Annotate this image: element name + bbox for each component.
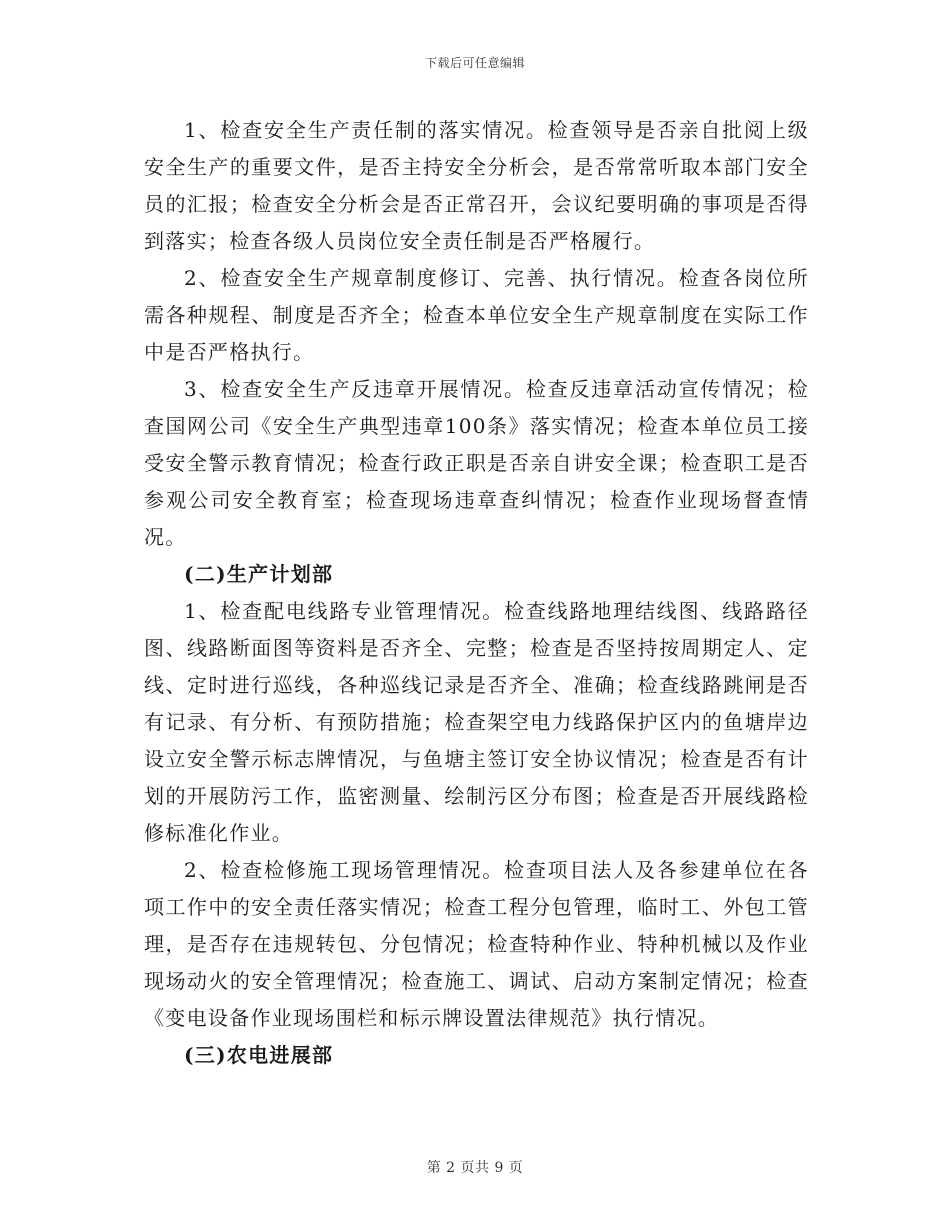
section-heading-production-planning: (二)生产计划部 xyxy=(184,562,334,586)
paragraph-regulations: 2、检查安全生产规章制度修订、完善、执行情况。检查各岗位所需各种规程、制度是否齐全；检查本单位安全生产规章制度在实际工作中是否严格执行。 xyxy=(144,266,809,364)
page-footer: 第 2 页共 9 页 xyxy=(426,1160,524,1176)
paragraph-responsibility: 1、检查安全生产责任制的落实情况。检查领导是否亲自批阅上级安全生产的重要文件，是否主持安全分析会，是否常常听取本部门安全员的汇报；检查安全分析会是否正常召开，会议纪要明确的事项是否得到落实；检查各级人员岗位安全责任制是否严格履行。 xyxy=(144,118,809,253)
paragraph-construction-site: 2、检查检修施工现场管理情况。检查项目法人及各参建单位在各项工作中的安全责任落实情况；检查工程分包管理，临时工、外包工管理，是否存在违规转包、分包情况；检查特种作业、特种机械以及作业现场动火的安全管理情况；检查施工、调试、启动方案制定情况；检查《变电设备作业现场围栏和标示牌设置法律规范》执行情况。 xyxy=(144,858,809,1030)
paragraph-distribution-lines: 1、检查配电线路专业管理情况。检查线路地理结线图、线路路径图、线路断面图等资料是否齐全、完整；检查是否坚持按周期定人、定线、定时进行巡线，各种巡线记录是否齐全、准确；检查线路跳闸是否有记录、有分析、有预防措施；检查架空电力线路保护区内的鱼塘岸边设立安全警示标志牌情况，与鱼塘主签订安全协议情况；检查是否有计划的开展防污工作，监密测量、绘制污区分布图；检查是否开展线路检修标准化作业。 xyxy=(144,599,809,845)
document-body xyxy=(144,112,809,1074)
section-heading-rural-power: (三)农电进展部 xyxy=(184,1043,334,1067)
paragraph-anti-violation: 3、检查安全生产反违章开展情况。检查反违章活动宣传情况；检查国网公司《安全生产典型违章100条》落实情况；检查本单位员工接受安全警示教育情况；检查行政正职是否亲自讲安全课；检查职工是否参观公司安全教育室；检查现场违章查纠情况；检查作业现场督查情况。 xyxy=(144,377,809,549)
page-header: 下载后可任意编辑 xyxy=(424,56,525,70)
